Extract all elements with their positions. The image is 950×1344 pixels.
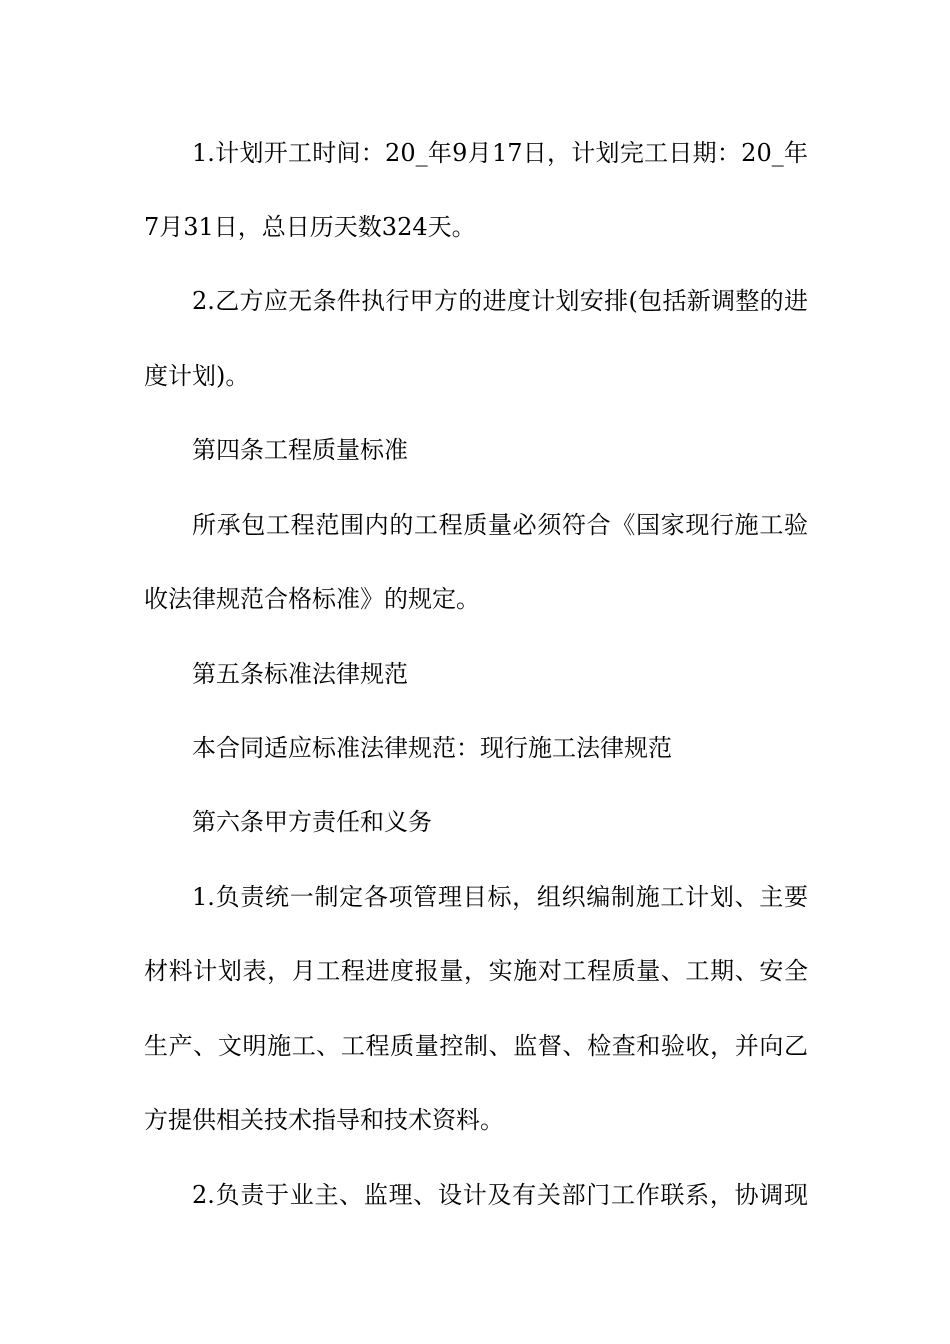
section-heading: 第六条甲方责任和义务 [192, 808, 432, 836]
text-line: 1.计划开工时间：20_年9月17日，计划完工日期：20_年 [192, 139, 808, 167]
text-line: 2.负责于业主、监理、设计及有关部门工作联系，协调现 [192, 1181, 808, 1209]
text-line: 所承包工程范围内的工程质量必须符合《国家现行施工验 [192, 511, 808, 539]
text-line: 2.乙方应无条件执行甲方的进度计划安排(包括新调整的进 [192, 287, 808, 315]
text-line: 度计划)。 [144, 362, 250, 390]
section-heading: 第四条工程质量标准 [192, 436, 408, 464]
text-line: 方提供相关技术指导和技术资料。 [144, 1106, 504, 1134]
text-line: 本合同适应标准法律规范：现行施工法律规范 [192, 734, 672, 762]
section-heading: 第五条标准法律规范 [192, 660, 408, 688]
text-line: 7月31日，总日历天数324天。 [144, 213, 476, 241]
text-line: 生产、文明施工、工程质量控制、监督、检查和验收，并向乙 [144, 1032, 808, 1060]
text-line: 收法律规范合格标准》的规定。 [144, 585, 480, 613]
text-line: 材料计划表，月工程进度报量，实施对工程质量、工期、安全 [144, 957, 808, 985]
text-line: 1.负责统一制定各项管理目标，组织编制施工计划、主要 [192, 883, 808, 911]
